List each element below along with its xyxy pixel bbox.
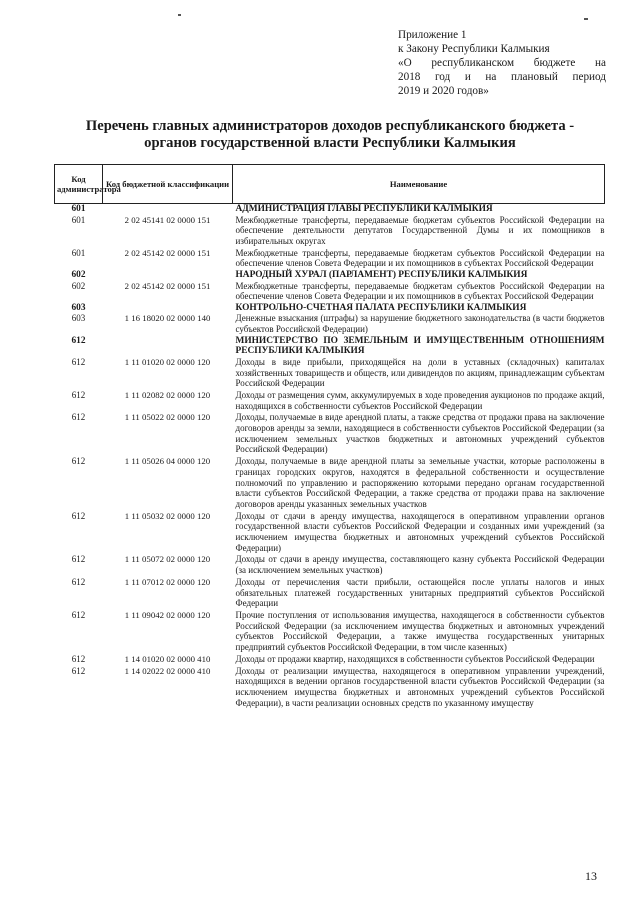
budget-code-cell: 1 11 07012 02 0000 120 — [124, 576, 211, 587]
admin-code-cell: 612 — [71, 335, 86, 346]
table-row — [55, 511, 605, 555]
budget-code-cell: 2 02 45142 02 0000 151 — [124, 247, 211, 258]
section-header-row — [55, 336, 605, 357]
document-title: Перечень главных администраторов доходов республиканского бюджета - органов государственной власти Республики Калмыкия — [85, 118, 575, 151]
appendix-line-2: к Закону Республики Калмыкия — [398, 43, 550, 55]
name-cell: Денежные взыскания (штрафы) за нарушение бюджетного законодательства (в части бюджетов субъектов Российской Федерации) — [235, 313, 605, 335]
appendix-line-4: 2018 год и на плановый период — [398, 71, 606, 83]
admin-code-cell: 612 — [71, 610, 86, 620]
table-row — [55, 456, 605, 511]
header-admin-code: Код администратора — [55, 165, 103, 204]
table-row — [55, 610, 605, 654]
name-cell: НАРОДНЫЙ ХУРАЛ (ПАРЛАМЕНТ) РЕСПУБЛИКИ КАЛМЫКИЯ — [235, 270, 528, 281]
admin-code-cell: 612 — [71, 576, 86, 587]
budget-code-cell: 1 11 09042 02 0000 120 — [124, 610, 211, 620]
name-cell: Доходы в виде прибыли, приходящейся на доли в уставных (складочных) капиталах хозяйственных товариществ и обществ, или дивидендов по акциям, принадлежащим субъектам Российской Федерации — [235, 356, 605, 389]
scan-speck — [584, 18, 588, 20]
table-row — [55, 412, 605, 456]
table-row — [55, 666, 605, 710]
name-cell: КОНТРОЛЬНО-СЧЕТНАЯ ПАЛАТА РЕСПУБЛИКИ КАЛМЫКИЯ — [235, 302, 527, 313]
admin-code-cell: 612 — [71, 456, 86, 467]
name-cell: МИНИСТЕРСТВО ПО ЗЕМЕЛЬНЫМ И ИМУЩЕСТВЕННЫМ ОТНОШЕНИЯМ РЕСПУБЛИКИ КАЛМЫКИЯ — [235, 335, 605, 357]
appendix-line-1: Приложение 1 — [398, 29, 467, 41]
page-number: 13 — [585, 869, 597, 883]
header-budget-code: Код бюджетной классификации — [103, 165, 233, 204]
budget-code-cell — [103, 204, 233, 215]
name-cell: АДМИНИСТРАЦИЯ ГЛАВЫ РЕСПУБЛИКИ КАЛМЫКИЯ — [235, 204, 493, 214]
name-cell: Доходы, получаемые в виде арендной платы за земельные участки, которые расположены в границах городских округов, находятся в федеральной собственности и осуществление полномочий по управлению и распоряжению которыми передано органам государственной власти субъектов Российской Федерации, а также средства от продажи права на заключение договоров аренды указанных земельных участков — [235, 456, 605, 509]
table-row — [55, 554, 605, 576]
scan-speck — [178, 14, 181, 16]
name-cell: Прочие поступления от использования имущества, находящегося в собственности субъектов Российской Федерации (за исключением имущества бюджетных и автономных учреждений субъектов Российской Федерации, а также имущества государственных унитарных предприятий субъектов Российской Федерации, в том числе казенных) — [235, 610, 605, 653]
budget-code-cell: 2 02 45142 02 0000 151 — [124, 280, 211, 291]
budget-code-cell: 1 11 05072 02 0000 120 — [124, 554, 211, 565]
administrators-table — [54, 164, 605, 709]
budget-code-cell — [103, 303, 233, 314]
admin-code-cell: 612 — [71, 389, 86, 400]
budget-code-cell: 1 11 05022 02 0000 120 — [124, 412, 211, 423]
name-cell: Доходы от сдачи в аренду имущества, составляющего казну субъекта Российской Федерации (за исключением земельных участков) — [235, 554, 605, 576]
admin-code-cell: 602 — [71, 270, 86, 281]
budget-code-cell — [103, 336, 233, 357]
table-row — [55, 577, 605, 610]
table-row — [55, 313, 605, 335]
budget-code-cell: 1 11 05026 04 0000 120 — [124, 456, 211, 467]
admin-code-cell: 612 — [71, 412, 86, 423]
table-row — [55, 248, 605, 270]
name-cell: Межбюджетные трансферты, передаваемые бюджетам субъектов Российской Федерации на обеспечение членов Совета Федерации и их помощников в субъектах Российской Федерации — [235, 247, 605, 269]
section-header-row — [55, 303, 605, 314]
table-row — [55, 390, 605, 412]
budget-code-cell: 1 11 01020 02 0000 120 — [124, 356, 211, 367]
admin-code-cell: 602 — [71, 280, 86, 291]
name-cell: Доходы, получаемые в виде арендной платы, а также средства от продажи права на заключение договоров аренды за земли, находящиеся в собственности субъектов Российской Федерации (за исключением земельных участков бюджетных и автономных учреждений субъектов Российской Федерации) — [235, 412, 605, 455]
table-row — [55, 215, 605, 248]
header-name: Наименование — [233, 165, 605, 204]
name-cell: Доходы от сдачи в аренду имущества, находящегося в оперативном управлении органов государственной власти субъектов Российской Федерации и созданных ими учреждений (за исключением имущества бюджетных и автономных учреждений субъектов Российской Федерации) — [235, 510, 605, 553]
name-cell: Доходы от реализации имущества, находящегося в оперативном управлении учреждений, находящихся в ведении органов государственной власти субъектов Российской Федерации (за исключением имущества бюджетных и автономных учреждений субъектов Российской Федерации), в части реализации основных средств по указанному имуществу — [235, 665, 605, 708]
admin-code-cell: 603 — [71, 302, 86, 313]
admin-code-cell: 612 — [71, 665, 86, 676]
budget-code-cell: 1 14 01020 02 0000 410 — [124, 653, 211, 664]
table-row — [55, 357, 605, 390]
section-header-row — [55, 270, 605, 281]
admin-code-cell: 601 — [71, 204, 86, 214]
admin-code-cell: 601 — [71, 214, 86, 225]
appendix-block — [398, 28, 606, 98]
name-cell: Доходы от перечисления части прибыли, остающейся после уплаты налогов и иных обязательных платежей государственных унитарных предприятий субъектов Российской Федерации — [235, 576, 605, 609]
name-cell: Межбюджетные трансферты, передаваемые бюджетам субъектов Российской Федерации на обеспечение членов Совета Федерации и их помощников в субъектах Российской Федерации — [235, 280, 605, 302]
budget-code-cell: 1 16 18020 02 0000 140 — [124, 313, 211, 324]
name-cell: Доходы от размещения сумм, аккумулируемых в ходе проведения аукционов по продаже акций, находящихся в собственности субъектов Российской Федерации — [235, 389, 605, 411]
appendix-line-5: 2019 и 2020 годов» — [398, 85, 489, 97]
budget-code-cell — [103, 270, 233, 281]
name-cell: Доходы от продажи квартир, находящихся в собственности субъектов Российской Федерации — [235, 653, 595, 664]
name-cell: Межбюджетные трансферты, передаваемые бюджетам субъектов Российской Федерации на обеспечение деятельности депутатов Государственной Думы и их помощников в избирательных округах — [235, 214, 605, 246]
appendix-line-3: «О республиканском бюджете на — [398, 57, 606, 69]
section-header-row — [55, 204, 605, 215]
admin-code-cell: 612 — [71, 356, 86, 367]
admin-code-cell: 601 — [71, 247, 86, 258]
admin-code-cell: 603 — [71, 313, 86, 324]
admin-code-cell: 612 — [71, 653, 86, 664]
table-header-row — [55, 165, 605, 204]
admin-code-cell: 612 — [71, 554, 86, 565]
budget-code-cell: 2 02 45141 02 0000 151 — [124, 214, 211, 225]
budget-code-cell: 1 14 02022 02 0000 410 — [124, 665, 211, 676]
table-row — [55, 281, 605, 303]
budget-code-cell: 1 11 05032 02 0000 120 — [124, 510, 211, 521]
budget-code-cell: 1 11 02082 02 0000 120 — [124, 389, 211, 400]
table-row — [55, 654, 605, 666]
admin-code-cell: 612 — [71, 510, 86, 521]
